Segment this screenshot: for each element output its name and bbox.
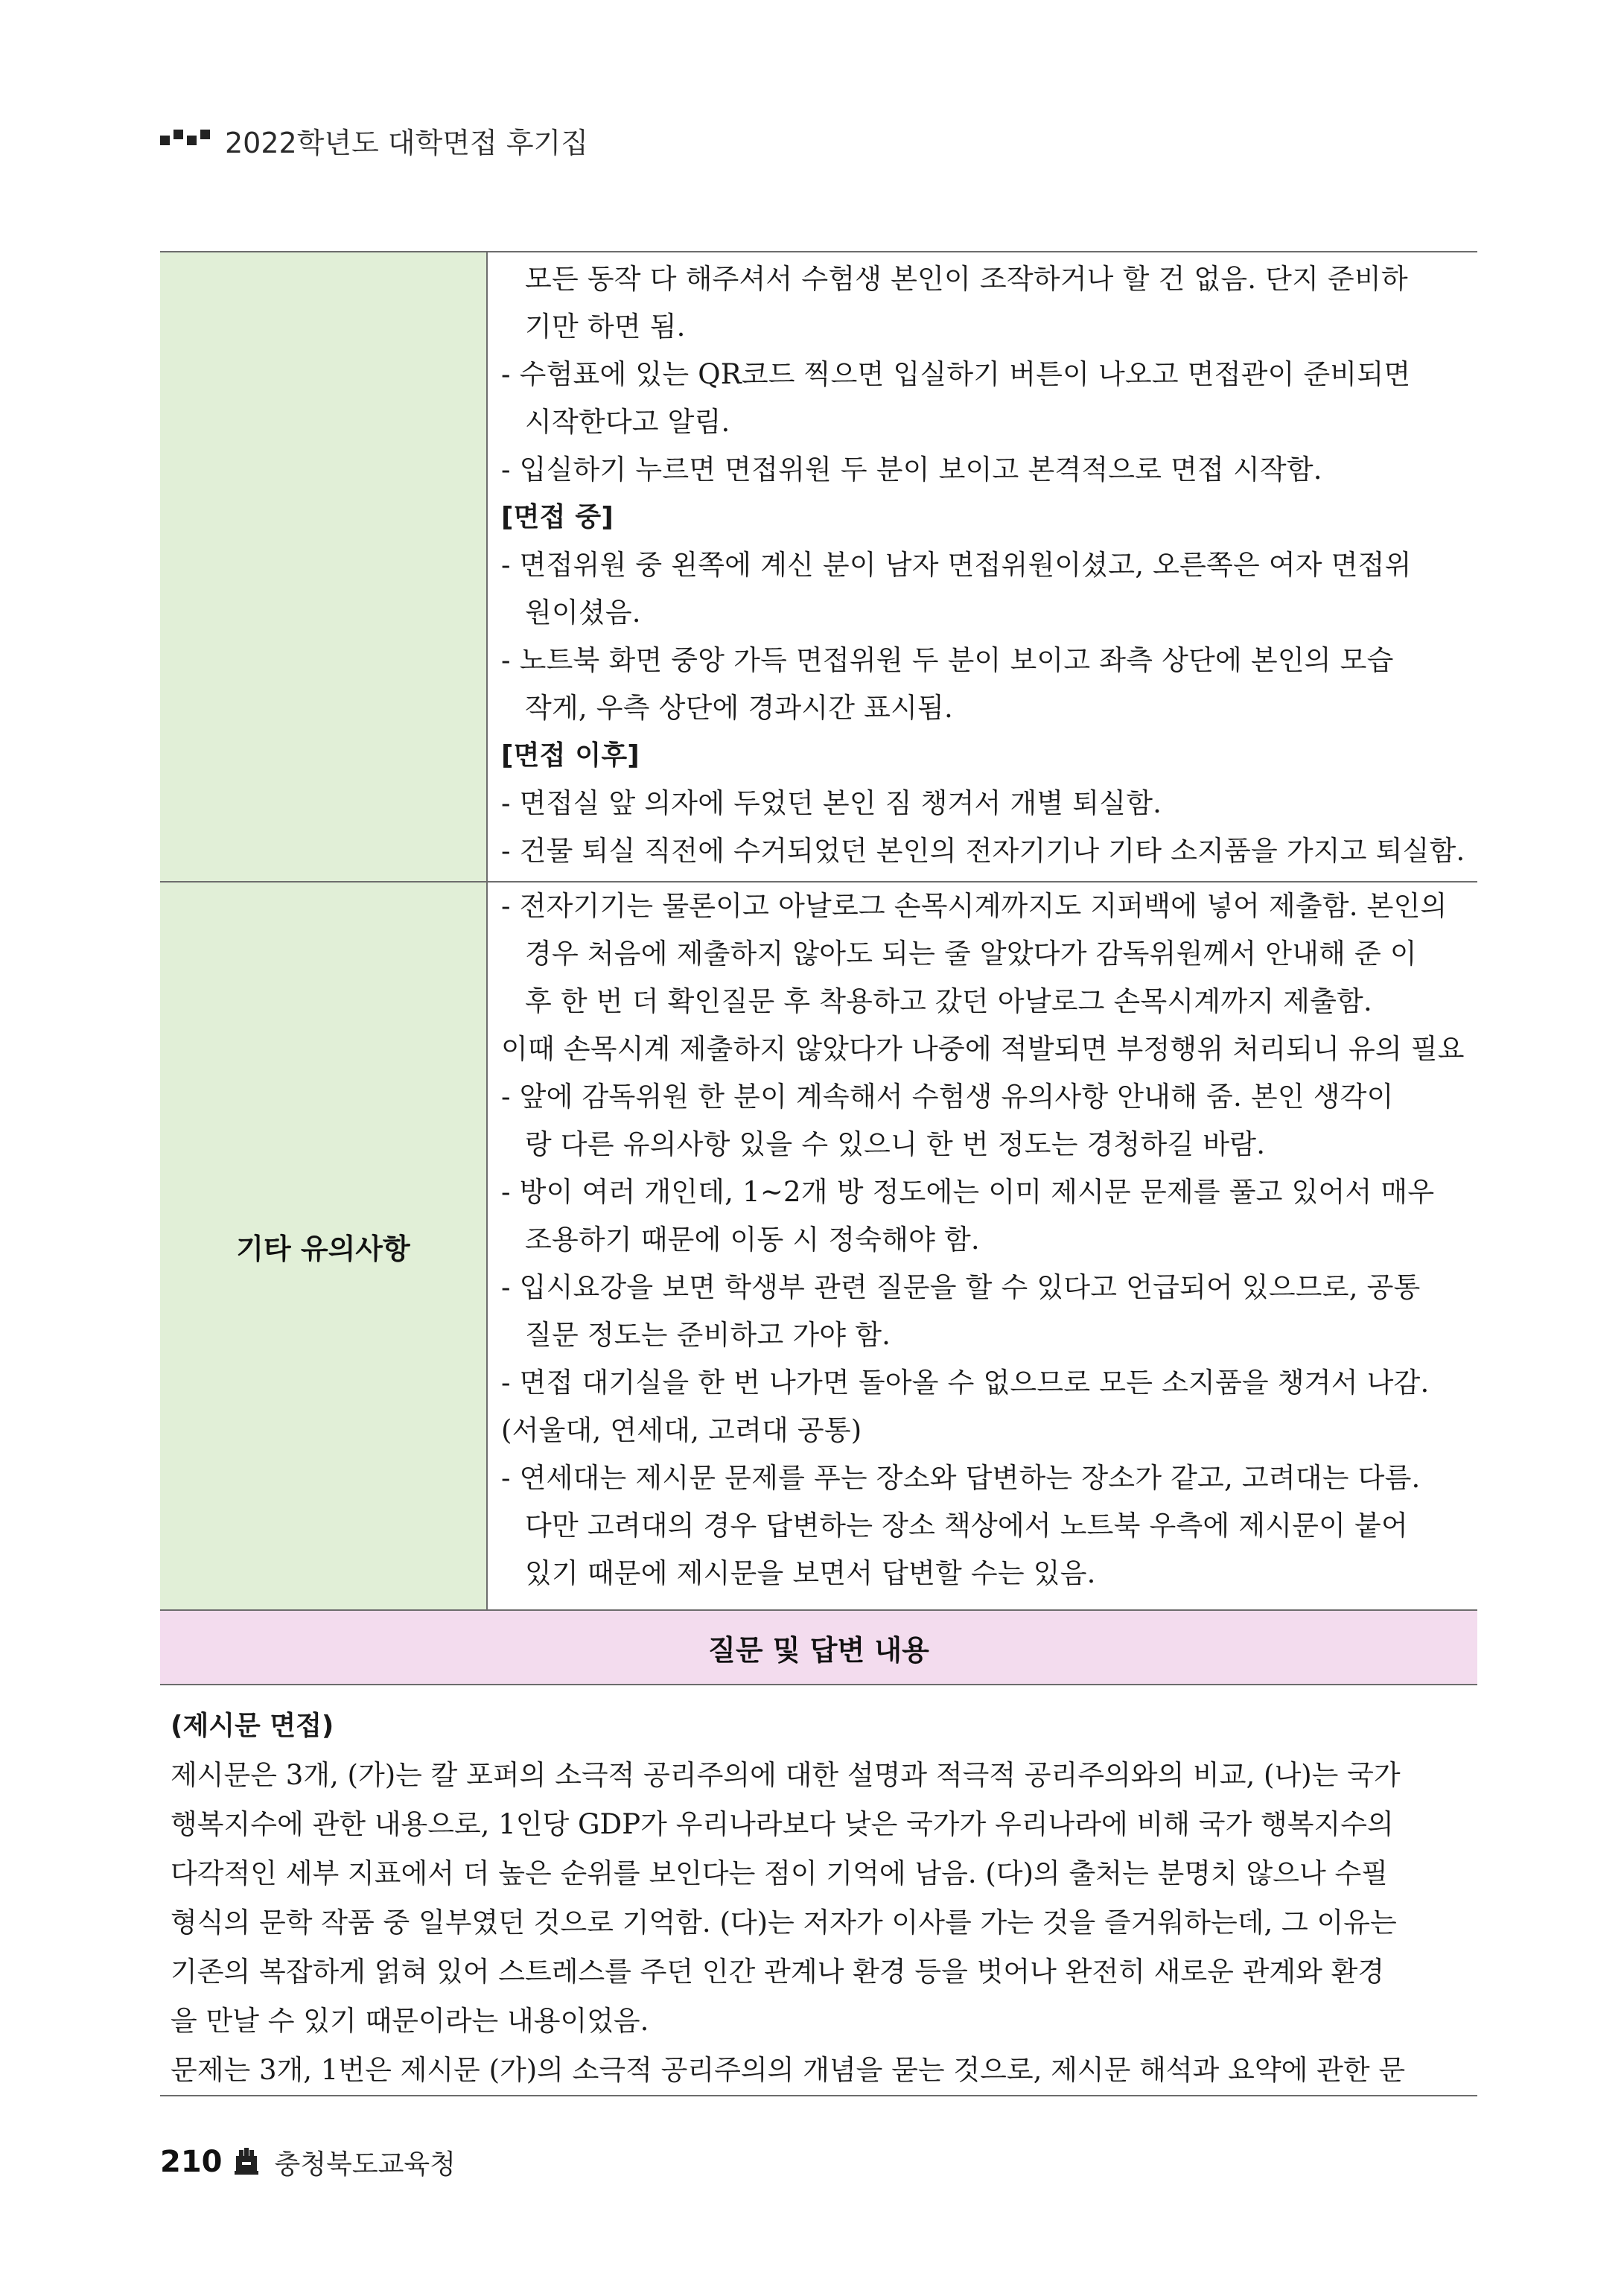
text-line: - 입시요강을 보면 학생부 관련 질문을 할 수 있다고 언급되어 있으므로, 공통 (501, 1271, 1421, 1303)
section-heading: (제시문 면접) (171, 1711, 334, 1741)
text-line: 다만 고려대의 경우 답변하는 장소 책상에서 노트북 우측에 제시문이 붙어 (525, 1510, 1408, 1542)
header-title: 2022학년도 대학면접 후기집 (225, 126, 588, 159)
page-footer (160, 2136, 456, 2188)
text-line: 이때 손목시계 제출하지 않았다가 나중에 적발되면 부정행위 처리되니 유의 필요 (501, 1033, 1465, 1065)
text-line: - 노트북 화면 중앙 가득 면접위원 두 분이 보이고 좌측 상단에 본인의 모습 (501, 644, 1394, 676)
text-line: 문제는 3개, 1번은 제시문 (가)의 소극적 공리주의의 개념을 묻는 것으로, 제시문 해석과 요약에 관한 문 (171, 2054, 1406, 2086)
text-line: (서울대, 연세대, 고려대 공통) (501, 1414, 862, 1446)
text-line: 경우 처음에 제출하지 않아도 되는 줄 알았다가 감독위원께서 안내해 준 이 (525, 938, 1417, 970)
text-line: 후 한 번 더 확인질문 후 착용하고 갔던 아날로그 손목시계까지 제출함. (525, 985, 1372, 1017)
text-line: 작게, 우측 상단에 경과시간 표시됨. (525, 692, 953, 724)
row-content-cell (487, 252, 1477, 882)
row-content-cell (487, 882, 1477, 1610)
text-line: - 면접위원 중 왼쪽에 계신 분이 남자 면접위원이셨고, 오른쪽은 여자 면접위 (501, 549, 1412, 581)
education-office-logo-icon (230, 2146, 263, 2178)
text-line: 있기 때문에 제시문을 보면서 답변할 수는 있음. (525, 1557, 1096, 1589)
text-line: - 수험표에 있는 QR코드 찍으면 입실하기 버튼이 나오고 면접관이 준비되면 (501, 358, 1411, 390)
text-line: 원이셨음. (525, 597, 641, 629)
row-label-notes: 기타 유의사항 (236, 1232, 410, 1265)
text-line: 다각적인 세부 지표에서 더 높은 순위를 보인다는 점이 기억에 남음. (다)의 출처는 분명치 않으나 수필 (171, 1857, 1388, 1889)
qa-header: 질문 및 답변 내용 (160, 1610, 1477, 1685)
qa-content-lines (171, 1702, 1467, 2095)
section-heading: [면접 중] (501, 502, 614, 532)
text-line: 시작한다고 알림. (525, 406, 730, 438)
row-label-cell (160, 252, 487, 882)
text-line: - 앞에 감독위원 한 분이 계속해서 수험생 유의사항 안내해 줌. 본인 생각이 (501, 1081, 1394, 1113)
qa-body-cell (160, 1685, 1477, 2096)
table-row-notes (160, 882, 1477, 1610)
table-row-procedure (160, 252, 1477, 882)
row-content-lines (501, 883, 1464, 1597)
text-line: 모든 동작 다 해주셔서 수험생 본인이 조작하거나 할 건 없음. 단지 준비하 (525, 263, 1408, 295)
text-line: - 연세대는 제시문 문제를 푸는 장소와 답변하는 장소가 같고, 고려대는 다름. (501, 1462, 1421, 1494)
text-line: - 방이 여러 개인데, 1~2개 방 정도에는 이미 제시문 문제를 풀고 있어서 매우 (501, 1176, 1435, 1208)
text-line: 을 만날 수 있기 때문이라는 내용이었음. (171, 2005, 649, 2037)
row-content-lines (501, 255, 1464, 875)
text-line: 제시문은 3개, (가)는 칼 포퍼의 소극적 공리주의에 대한 설명과 적극적 공리주의와의 비교, (나)는 국가 (171, 1759, 1401, 1791)
text-line: 질문 정도는 준비하고 가야 함. (525, 1319, 891, 1351)
text-line: 기존의 복잡하게 얽혀 있어 스트레스를 주던 인간 관계나 환경 등을 벗어나 완전히 새로운 관계와 환경 (171, 1956, 1385, 1988)
page-number: 210 (160, 2145, 223, 2179)
text-line: - 입실하기 누르면 면접위원 두 분이 보이고 본격적으로 면접 시작함. (501, 454, 1322, 486)
text-line: 조용하기 때문에 이동 시 정숙해야 함. (525, 1224, 980, 1256)
text-line: 형식의 문학 작품 중 일부였던 것으로 기억함. (다)는 저자가 이사를 가는 것을 즐거워하는데, 그 이유는 (171, 1907, 1397, 1939)
text-line: - 전자기기는 물론이고 아날로그 손목시계까지도 지퍼백에 넣어 제출함. 본인의 (501, 890, 1448, 922)
row-label-cell (160, 882, 487, 1610)
qa-body-row (160, 1685, 1477, 2096)
header-squares-icon (160, 136, 210, 145)
page-header (160, 118, 588, 162)
text-line: 랑 다른 유의사항 있을 수 있으니 한 번 정도는 경청하길 바람. (525, 1128, 1266, 1160)
text-line: - 면접 대기실을 한 번 나가면 돌아올 수 없으므로 모든 소지품을 챙겨서 나감. (501, 1367, 1430, 1399)
text-line: - 면접실 앞 의자에 두었던 본인 짐 챙겨서 개별 퇴실함. (501, 787, 1162, 819)
interview-review-table (160, 251, 1477, 2096)
organization-name: 충청북도교육청 (274, 2149, 456, 2180)
text-line: 행복지수에 관한 내용으로, 1인당 GDP가 우리나라보다 낮은 국가가 우리나라에 비해 국가 행복지수의 (171, 1808, 1394, 1840)
section-heading: [면접 이후] (501, 740, 640, 771)
text-line: 기만 하면 됨. (525, 311, 686, 343)
qa-header-row (160, 1610, 1477, 1685)
text-line: - 건물 퇴실 직전에 수거되었던 본인의 전자기기나 기타 소지품을 가지고 퇴실함. (501, 835, 1465, 867)
